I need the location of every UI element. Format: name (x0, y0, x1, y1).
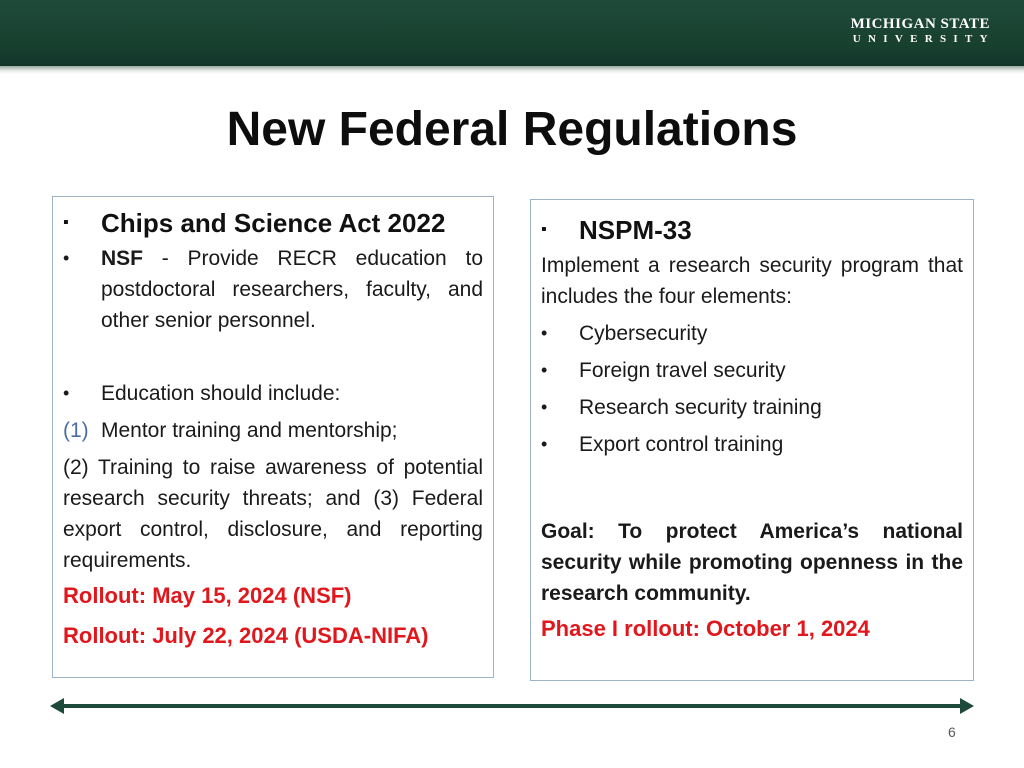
divider-arrow-right (960, 698, 974, 714)
item1-number: (1) (63, 419, 89, 442)
element-text: Foreign travel security (579, 359, 786, 382)
dot-bullet-icon: • (63, 248, 70, 268)
header-shadow (0, 66, 1024, 74)
chips-act-heading (63, 203, 483, 243)
education-bullet (63, 378, 483, 409)
dot-bullet-icon: • (541, 397, 548, 417)
nsf-text: - Provide RECR education to postdoctoral researchers, faculty, and other senior personnel. (101, 247, 483, 332)
rollout-usda: Rollout: July 22, 2024 (USDA-NIFA) (63, 623, 429, 648)
element-item (541, 318, 963, 349)
element-item (541, 355, 963, 386)
page-title: New Federal Regulations (226, 103, 798, 156)
education-text: Education should include: (101, 382, 341, 405)
dot-bullet-icon: • (63, 383, 70, 403)
chips-act-panel (52, 196, 494, 678)
item1-text: Mentor training and mentorship; (101, 419, 398, 442)
logo-line1: MICHIGAN STATE (850, 16, 990, 32)
logo-line2: UNIVERSITY (852, 33, 995, 45)
item2-3-text: (2) Training to raise awareness of potential research security threats; and (3) Federal export control, disclosure, and reporting requirements. (63, 456, 483, 572)
nsf-bullet (63, 243, 483, 336)
element-item (541, 429, 963, 460)
rollout-nsf: Rollout: May 15, 2024 (NSF) (63, 583, 352, 608)
dot-bullet-icon: • (541, 323, 548, 343)
nspm33-heading (541, 210, 963, 250)
nsf-label: NSF (101, 247, 143, 270)
chips-act-heading-text: Chips and Science Act 2022 (101, 208, 446, 238)
nspm33-panel (530, 199, 974, 681)
dot-bullet-icon: • (541, 434, 548, 454)
element-text: Cybersecurity (579, 322, 708, 345)
msu-logo (850, 16, 995, 46)
goal-text: Goal: To protect America’s national security while promoting openness in the research community. (541, 520, 963, 605)
nspm33-intro: Implement a research security program that includes the four elements: (541, 254, 963, 308)
element-item (541, 392, 963, 423)
square-bullet-icon: ▪ (63, 214, 69, 231)
dot-bullet-icon: • (541, 360, 548, 380)
element-text: Research security training (579, 396, 822, 419)
footer-divider (60, 704, 964, 708)
element-text: Export control training (579, 433, 784, 456)
page-number: 6 (948, 724, 956, 740)
elements-list (541, 318, 963, 460)
phase1-rollout: Phase I rollout: October 1, 2024 (541, 616, 870, 641)
square-bullet-icon: ▪ (541, 221, 547, 238)
item1-row (63, 415, 483, 446)
nspm33-heading-text: NSPM-33 (579, 215, 692, 245)
